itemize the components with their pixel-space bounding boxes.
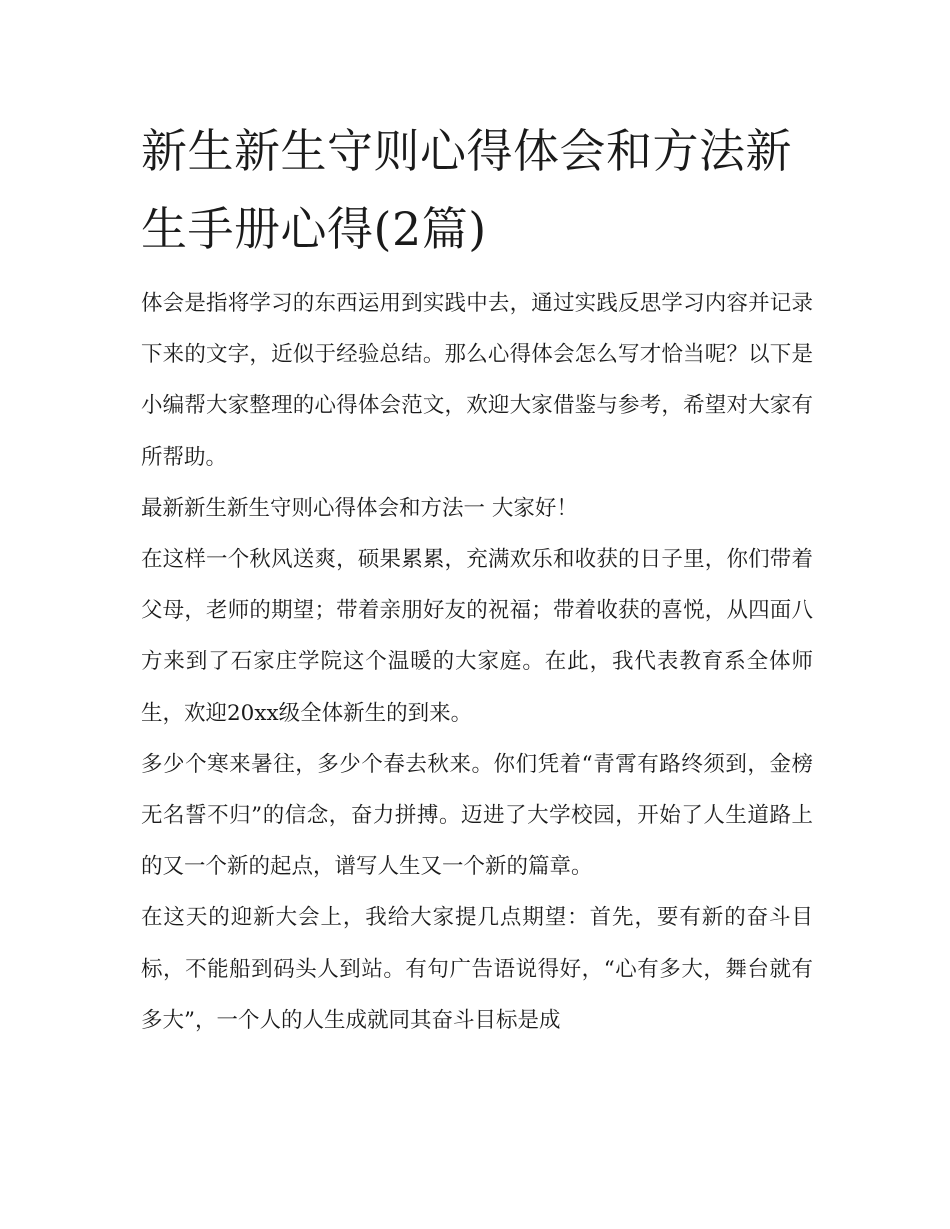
section-heading-paragraph: 最新新生新生守则心得体会和方法一 大家好！ — [141, 495, 578, 521]
body-paragraph: 多少个寒来暑往，多少个春去秋来。你们凭着“青霄有路终须到，金榜无名誓不归”的信念，奋力拼搏。迈进了大学校园，开始了人生道路上的又一个新的起点，谱写人生又一个新的篇章。 — [141, 751, 813, 880]
body-paragraph: 在这样一个秋风送爽，硕果累累，充满欢乐和收获的日子里，你们带着父母，老师的期望；带着亲朋好友的祝福；带着收获的喜悦，从四面八方来到了石家庄学院这个温暖的大家庭。在此，我代表教育系全体师生，欢迎20xx级全体新生的到来。 — [141, 547, 813, 726]
document-page — [141, 112, 813, 1046]
intro-paragraph: 体会是指将学习的东西运用到实践中去，通过实践反思学习内容并记录下来的文字，近似于经验总结。那么心得体会怎么写才恰当呢？以下是小编帮大家整理的心得体会范文，欢迎大家借鉴与参考，希望对大家有所帮助。 — [141, 291, 813, 470]
body-paragraph: 在这天的迎新大会上，我给大家提几点期望：首先，要有新的奋斗目标，不能船到码头人到站。有句广告语说得好，“心有多大，舞台就有多大”，一个人的人生成就同其奋斗目标是成 — [141, 905, 813, 1033]
document-body — [141, 278, 813, 1046]
document-title: 新生新生守则心得体会和方法新生手册心得(2篇) — [141, 124, 792, 256]
